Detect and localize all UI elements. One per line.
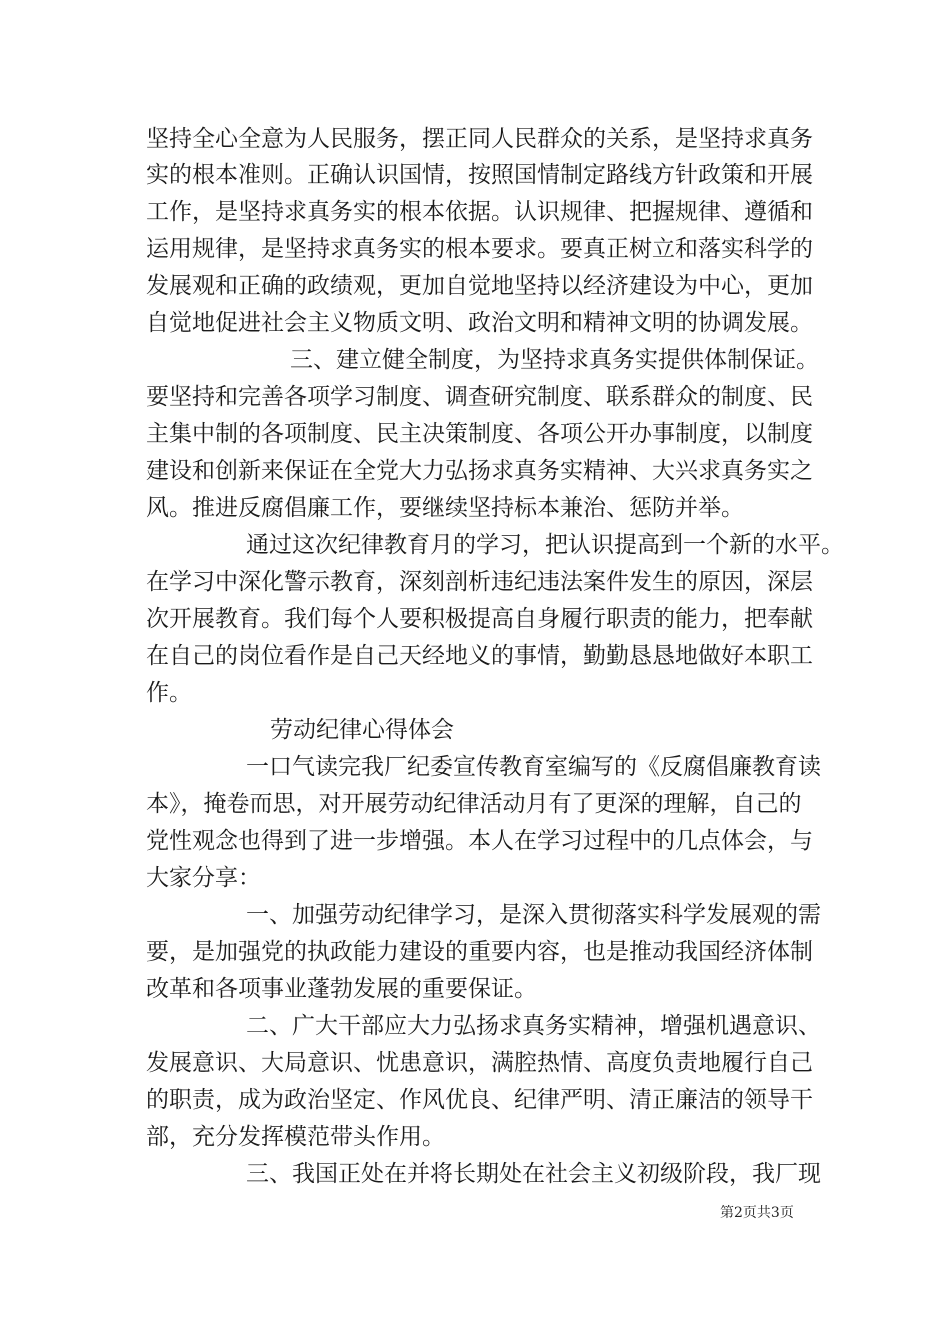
text-line: 工作，是坚持求真务实的根本依据。认识规律、把握规律、遵循和 — [146, 199, 813, 225]
text-line: 实的根本准则。正确认识国情，按照国情制定路线方针政策和开展 — [146, 162, 813, 188]
text-line: 建设和创新来保证在全党大力弘扬求真务实精神、大兴求真务实之 — [146, 458, 813, 484]
text-line: 次开展教育。我们每个人要积极提高自身履行职责的能力，把奉献 — [146, 606, 813, 632]
text-line: 主集中制的各项制度、民主决策制度、各项公开办事制度，以制度 — [146, 421, 813, 447]
text-line: 部，充分发挥模范带头作用。 — [146, 1124, 445, 1150]
text-line: 要，是加强党的执政能力建设的重要内容，也是推动我国经济体制 — [146, 939, 813, 965]
paragraph-start: 二、广大干部应大力弘扬求真务实精神，增强机遇意识、 — [246, 1013, 821, 1039]
text-line: 在自己的岗位看作是自己天经地义的事情，勤勤恳恳地做好本职工 — [146, 643, 813, 669]
text-line: 本》，掩卷而思，对开展劳动纪律活动月有了更深的理解，自己的 — [146, 791, 802, 817]
section-heading: 三、建立健全制度，为坚持求真务实提供体制保证。 — [290, 347, 819, 373]
text-line: 的职责，成为政治坚定、作风优良、纪律严明、清正廉洁的领导干 — [146, 1087, 813, 1113]
text-line: 要坚持和完善各项学习制度、调查研究制度、联系群众的制度、民 — [146, 384, 813, 410]
page-number: 第2页共3页 — [720, 1205, 794, 1221]
text-line: 坚持全心全意为人民服务，摆正同人民群众的关系，是坚持求真务 — [146, 126, 813, 152]
article-title: 劳动纪律心得体会 — [270, 717, 454, 743]
paragraph-start: 一、加强劳动纪律学习，是深入贯彻落实科学发展观的需 — [246, 902, 821, 928]
text-line: 大家分享： — [146, 865, 261, 891]
paragraph-start: 通过这次纪律教育月的学习，把认识提高到一个新的水平。 — [246, 532, 844, 558]
text-line: 党性观念也得到了进一步增强。本人在学习过程中的几点体会，与 — [146, 828, 813, 854]
paragraph-start: 一口气读完我厂纪委宣传教育室编写的《反腐倡廉教育读 — [246, 754, 821, 780]
text-line: 自觉地促进社会主义物质文明、政治文明和精神文明的协调发展。 — [146, 310, 813, 336]
text-line: 发展观和正确的政绩观，更加自觉地坚持以经济建设为中心，更加 — [146, 273, 813, 299]
text-line: 作。 — [146, 680, 192, 706]
paragraph-start: 三、我国正处在并将长期处在社会主义初级阶段，我厂现 — [246, 1161, 821, 1187]
text-line: 风。推进反腐倡廉工作，要继续坚持标本兼治、惩防并举。 — [146, 495, 744, 521]
text-line: 运用规律，是坚持求真务实的根本要求。要真正树立和落实科学的 — [146, 236, 813, 262]
text-line: 在学习中深化警示教育，深刻剖析违纪违法案件发生的原因，深层 — [146, 569, 813, 595]
text-line: 发展意识、大局意识、忧患意识，满腔热情、高度负责地履行自己 — [146, 1050, 813, 1076]
text-line: 改革和各项事业蓬勃发展的重要保证。 — [146, 976, 537, 1002]
